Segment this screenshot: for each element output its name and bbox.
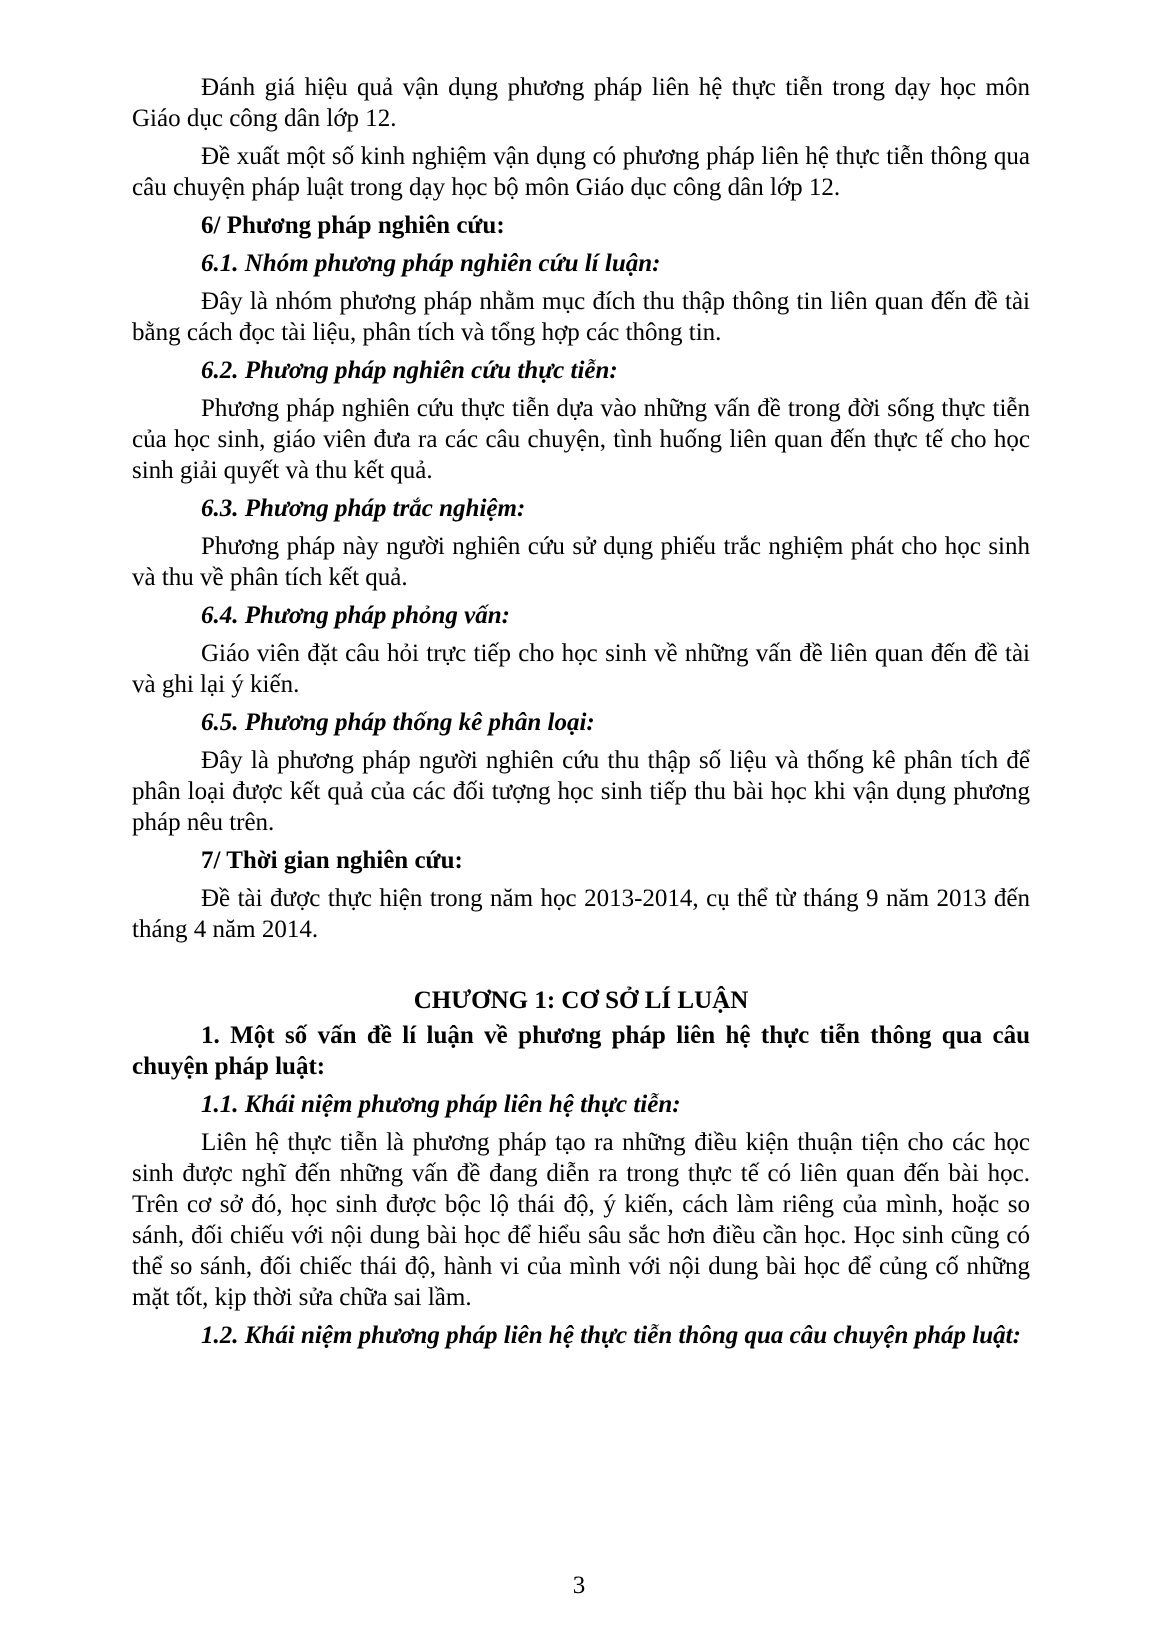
heading-practice-methods: 6.2. Phương pháp nghiên cứu thực tiễn: <box>201 357 618 384</box>
paragraph-practice-methods: Phương pháp nghiên cứu thực tiễn dựa vào những vấn đề trong đời sống thực tiễn của học sinh, giáo viên đưa ra các câu chuyện, tình huống liên quan đến thực tế cho học sinh giải quyết và thu kết quả. <box>132 395 1030 484</box>
heading-theoretical-issues: 1. Một số vấn đề lí luận về phương pháp liên hệ thực tiễn thông qua câu chuyện pháp luật: <box>132 1022 1030 1080</box>
heading-test-method: 6.3. Phương pháp trắc nghiệm: <box>201 495 526 522</box>
heading-research-methods: 6/ Phương pháp nghiên cứu: <box>201 212 505 239</box>
paragraph-evaluation: Đánh giá hiệu quả vận dụng phương pháp liên hệ thực tiễn trong dạy học môn Giáo dục công dân lớp 12. <box>132 74 1030 132</box>
paragraph-proposal: Đề xuất một số kinh nghiệm vận dụng có phương pháp liên hệ thực tiễn thông qua câu chuyện pháp luật trong dạy học bộ môn Giáo dục công dân lớp 12. <box>132 143 1030 201</box>
heading-interview-method: 6.4. Phương pháp phỏng vấn: <box>201 602 511 629</box>
paragraph-interview-method: Giáo viên đặt câu hỏi trực tiếp cho học sinh về những vấn đề liên quan đến đề tài và ghi lại ý kiến. <box>132 640 1030 698</box>
heading-statistics-method: 6.5. Phương pháp thống kê phân loại: <box>201 709 595 736</box>
paragraph-statistics-method: Đây là phương pháp người nghiên cứu thu thập số liệu và thống kê phân tích để phân loại được kết quả của các đối tượng học sinh tiếp thu bài học khi vận dụng phương pháp nêu trên. <box>132 747 1030 836</box>
paragraph-test-method: Phương pháp này người nghiên cứu sử dụng phiếu trắc nghiệm phát cho học sinh và thu về phân tích kết quả. <box>132 533 1030 591</box>
paragraph-concept-practice-link: Liên hệ thực tiễn là phương pháp tạo ra những điều kiện thuận tiện cho các học sinh được nghĩ đến những vấn đề đang diễn ra trong thực tế có liên quan đến bài học. Trên cơ sở đó, học sinh được bộc lộ thái độ, ý kiến, cách làm riêng của mình, hoặc so sánh, đối chiếu với nội dung bài học để hiểu sâu sắc hơn điều cần học. Học sinh cũng có thể so sánh, đối chiếc thái độ, hành vi của mình với nội dung bài học để củng cố những mặt tốt, kịp thời sửa chữa sai lầm. <box>132 1129 1030 1311</box>
heading-concept-practice-link: 1.1. Khái niệm phương pháp liên hệ thực tiễn: <box>201 1091 681 1118</box>
page-number: 3 <box>572 1572 586 1599</box>
paragraph-research-time: Đề tài được thực hiện trong năm học 2013-2014, cụ thể từ tháng 9 năm 2013 đến tháng 4 năm 2014. <box>132 885 1030 943</box>
heading-concept-legal-story: 1.2. Khái niệm phương pháp liên hệ thực tiễn thông qua câu chuyện pháp luật: <box>201 1322 1021 1349</box>
document-page <box>132 72 1030 1358</box>
heading-theory-methods: 6.1. Nhóm phương pháp nghiên cứu lí luận: <box>201 250 661 277</box>
chapter-title: CHƯƠNG 1: CƠ SỞ LÍ LUẬN <box>413 987 749 1014</box>
paragraph-theory-methods: Đây là nhóm phương pháp nhằm mục đích thu thập thông tin liên quan đến đề tài bằng cách đọc tài liệu, phân tích và tổng hợp các thông tin. <box>132 288 1030 346</box>
heading-research-time: 7/ Thời gian nghiên cứu: <box>201 847 463 874</box>
